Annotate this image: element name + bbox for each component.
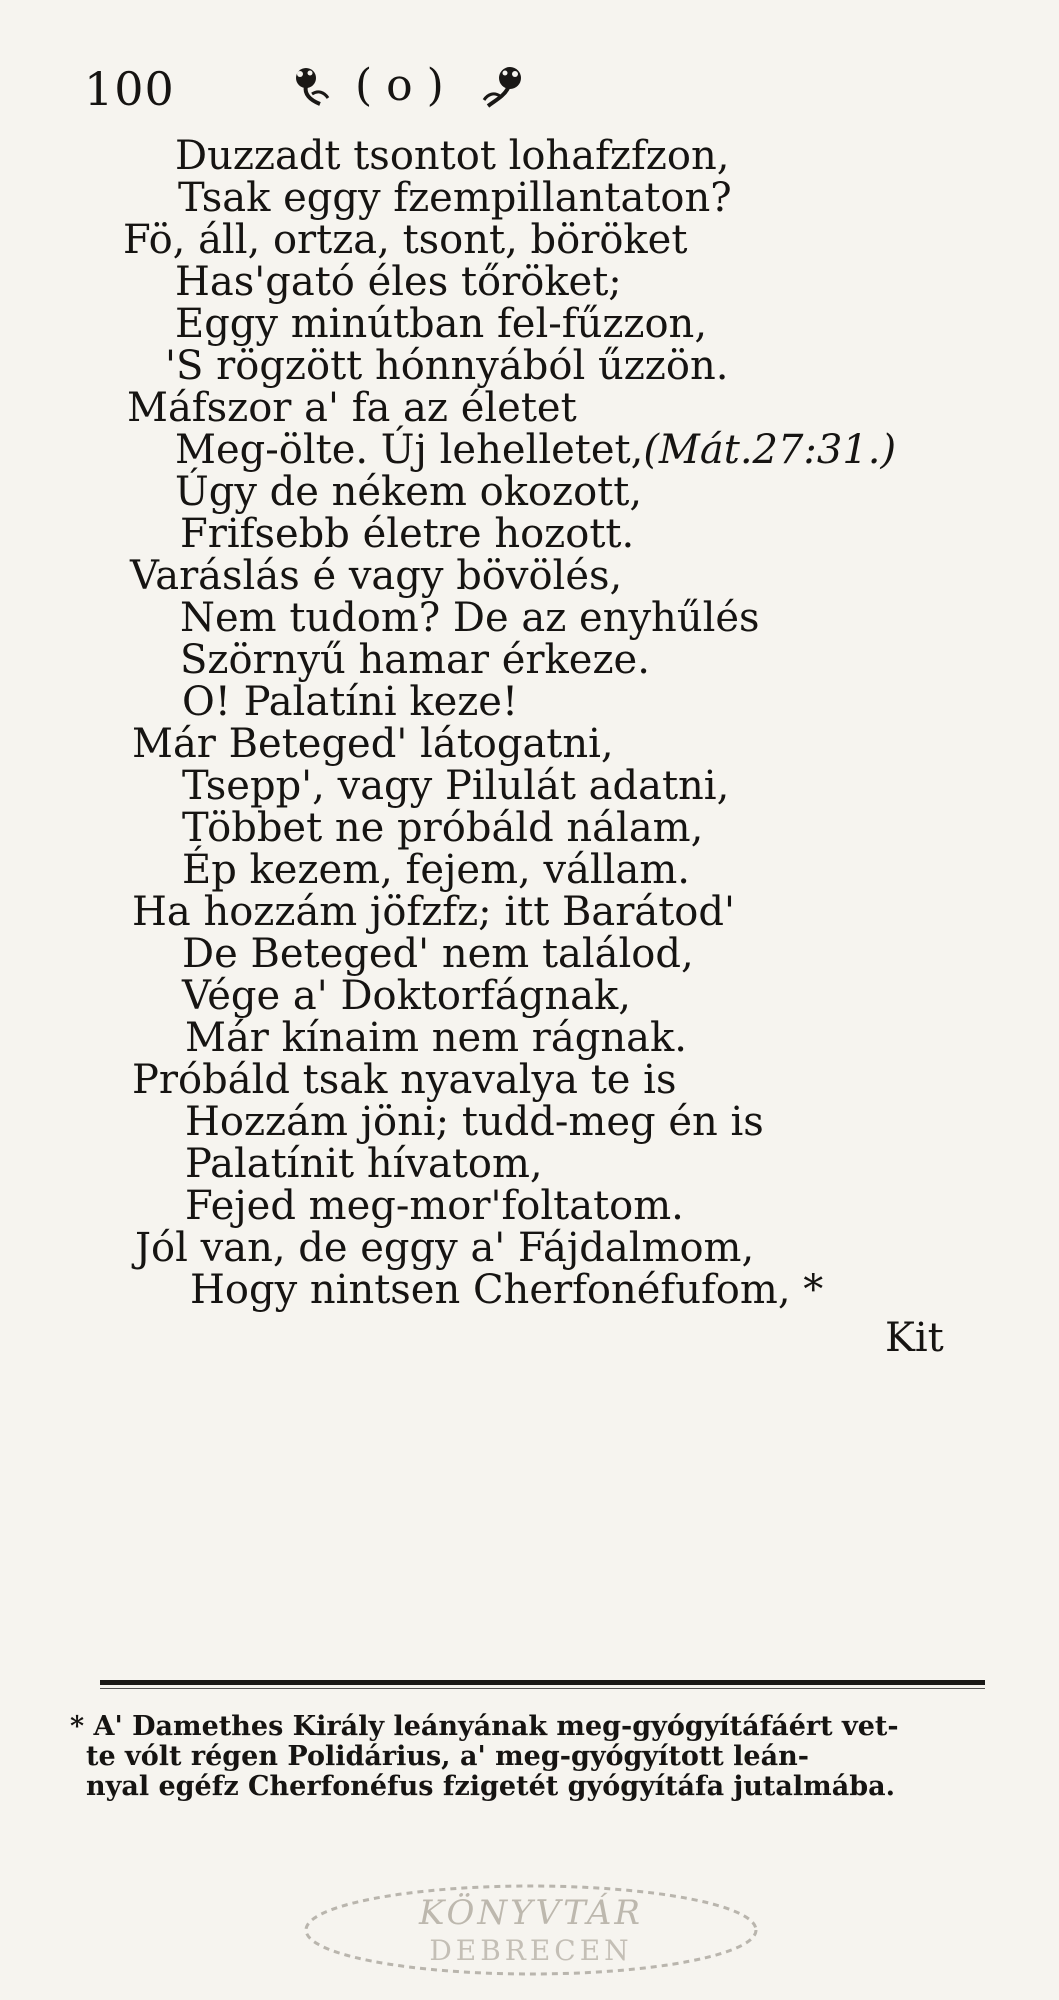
poem-line: Ép kezem, fejem, vállam. [182, 847, 690, 893]
poem-line: Eggy minútban fel-fűzzon, [175, 301, 708, 347]
poem-line: Próbáld tsak nyavalya te is [132, 1057, 677, 1103]
footnote-line: te vólt régen Polidárius, a' meg-gyógyított leán- [86, 1741, 809, 1772]
poem-line: Fö, áll, ortza, tsont, böröket [123, 217, 688, 263]
poem-line: Már kínaim nem rágnak. [185, 1015, 687, 1061]
poem-line: Duzzadt tsontot lohafzfzon, [175, 133, 730, 179]
poem-line: Fejed meg-mor'foltatom. [185, 1183, 684, 1229]
poem-line: Varáslás é vagy bövölés, [130, 553, 623, 599]
poem-line: Hozzám jöni; tudd-meg én is [185, 1099, 764, 1145]
poem-line-text: Meg-ölte. Új lehelletet, [175, 427, 644, 473]
page-number: 100 [84, 62, 175, 116]
poem-line: Már Beteged' látogatni, [132, 721, 614, 767]
footnote-divider [100, 1680, 985, 1685]
page-header-center: ( o ) [355, 60, 444, 111]
poem-line: Hogy nintsen Cherfonéfufom, * [190, 1267, 824, 1313]
poem-line: Ha hozzám jöfzfz; itt Barátod' [132, 889, 735, 935]
stamp-text-top: KÖNYVTÁR [418, 1893, 644, 1933]
stamp-text-bottom: DEBRECEN [429, 1934, 633, 1967]
bible-reference: (Mát.27:31.) [643, 427, 897, 473]
poem-line: Vége a' Doktorfágnak, [182, 973, 631, 1019]
poem-line: Szörnyű hamar érkeze. [180, 637, 650, 683]
poem-line: Nem tudom? De az enyhűlés [180, 595, 760, 641]
flower-ornament-icon [286, 64, 334, 110]
flower-ornament-icon [480, 64, 528, 110]
poem-line [175, 427, 897, 473]
poem-line: De Beteged' nem találod, [182, 931, 694, 977]
poem-line: 'S rögzött hónnyából űzzön. [165, 343, 729, 389]
footnote-divider-thin [100, 1688, 985, 1689]
poem-line: Úgy de nékem okozott, [175, 469, 643, 515]
poem-line: Többet ne próbáld nálam, [182, 805, 704, 851]
poem-line: Has'gató éles tőröket; [175, 259, 622, 305]
catchword: Kit [885, 1315, 944, 1361]
poem-line: Jól van, de eggy a' Fájdalmom, [135, 1225, 755, 1271]
footnote-line: * A' Damethes Király leányának meg-gyógyítáfáért vet- [70, 1711, 899, 1742]
poem-line: Palatínit hívatom, [185, 1141, 543, 1187]
poem-line: Tsak eggy fzempillantaton? [178, 175, 732, 221]
poem-line: Tsepp', vagy Pilulát adatni, [182, 763, 730, 809]
poem-line: Máfszor a' fa az életet [127, 385, 577, 431]
poem-line: Frifsebb életre hozott. [180, 511, 635, 557]
library-stamp [296, 1880, 766, 1980]
footnote-line: nyal egéfz Cherfonéfus fzigetét gyógyítáfa jutalmába. [86, 1771, 895, 1802]
poem-line: O! Palatíni keze! [182, 679, 519, 725]
